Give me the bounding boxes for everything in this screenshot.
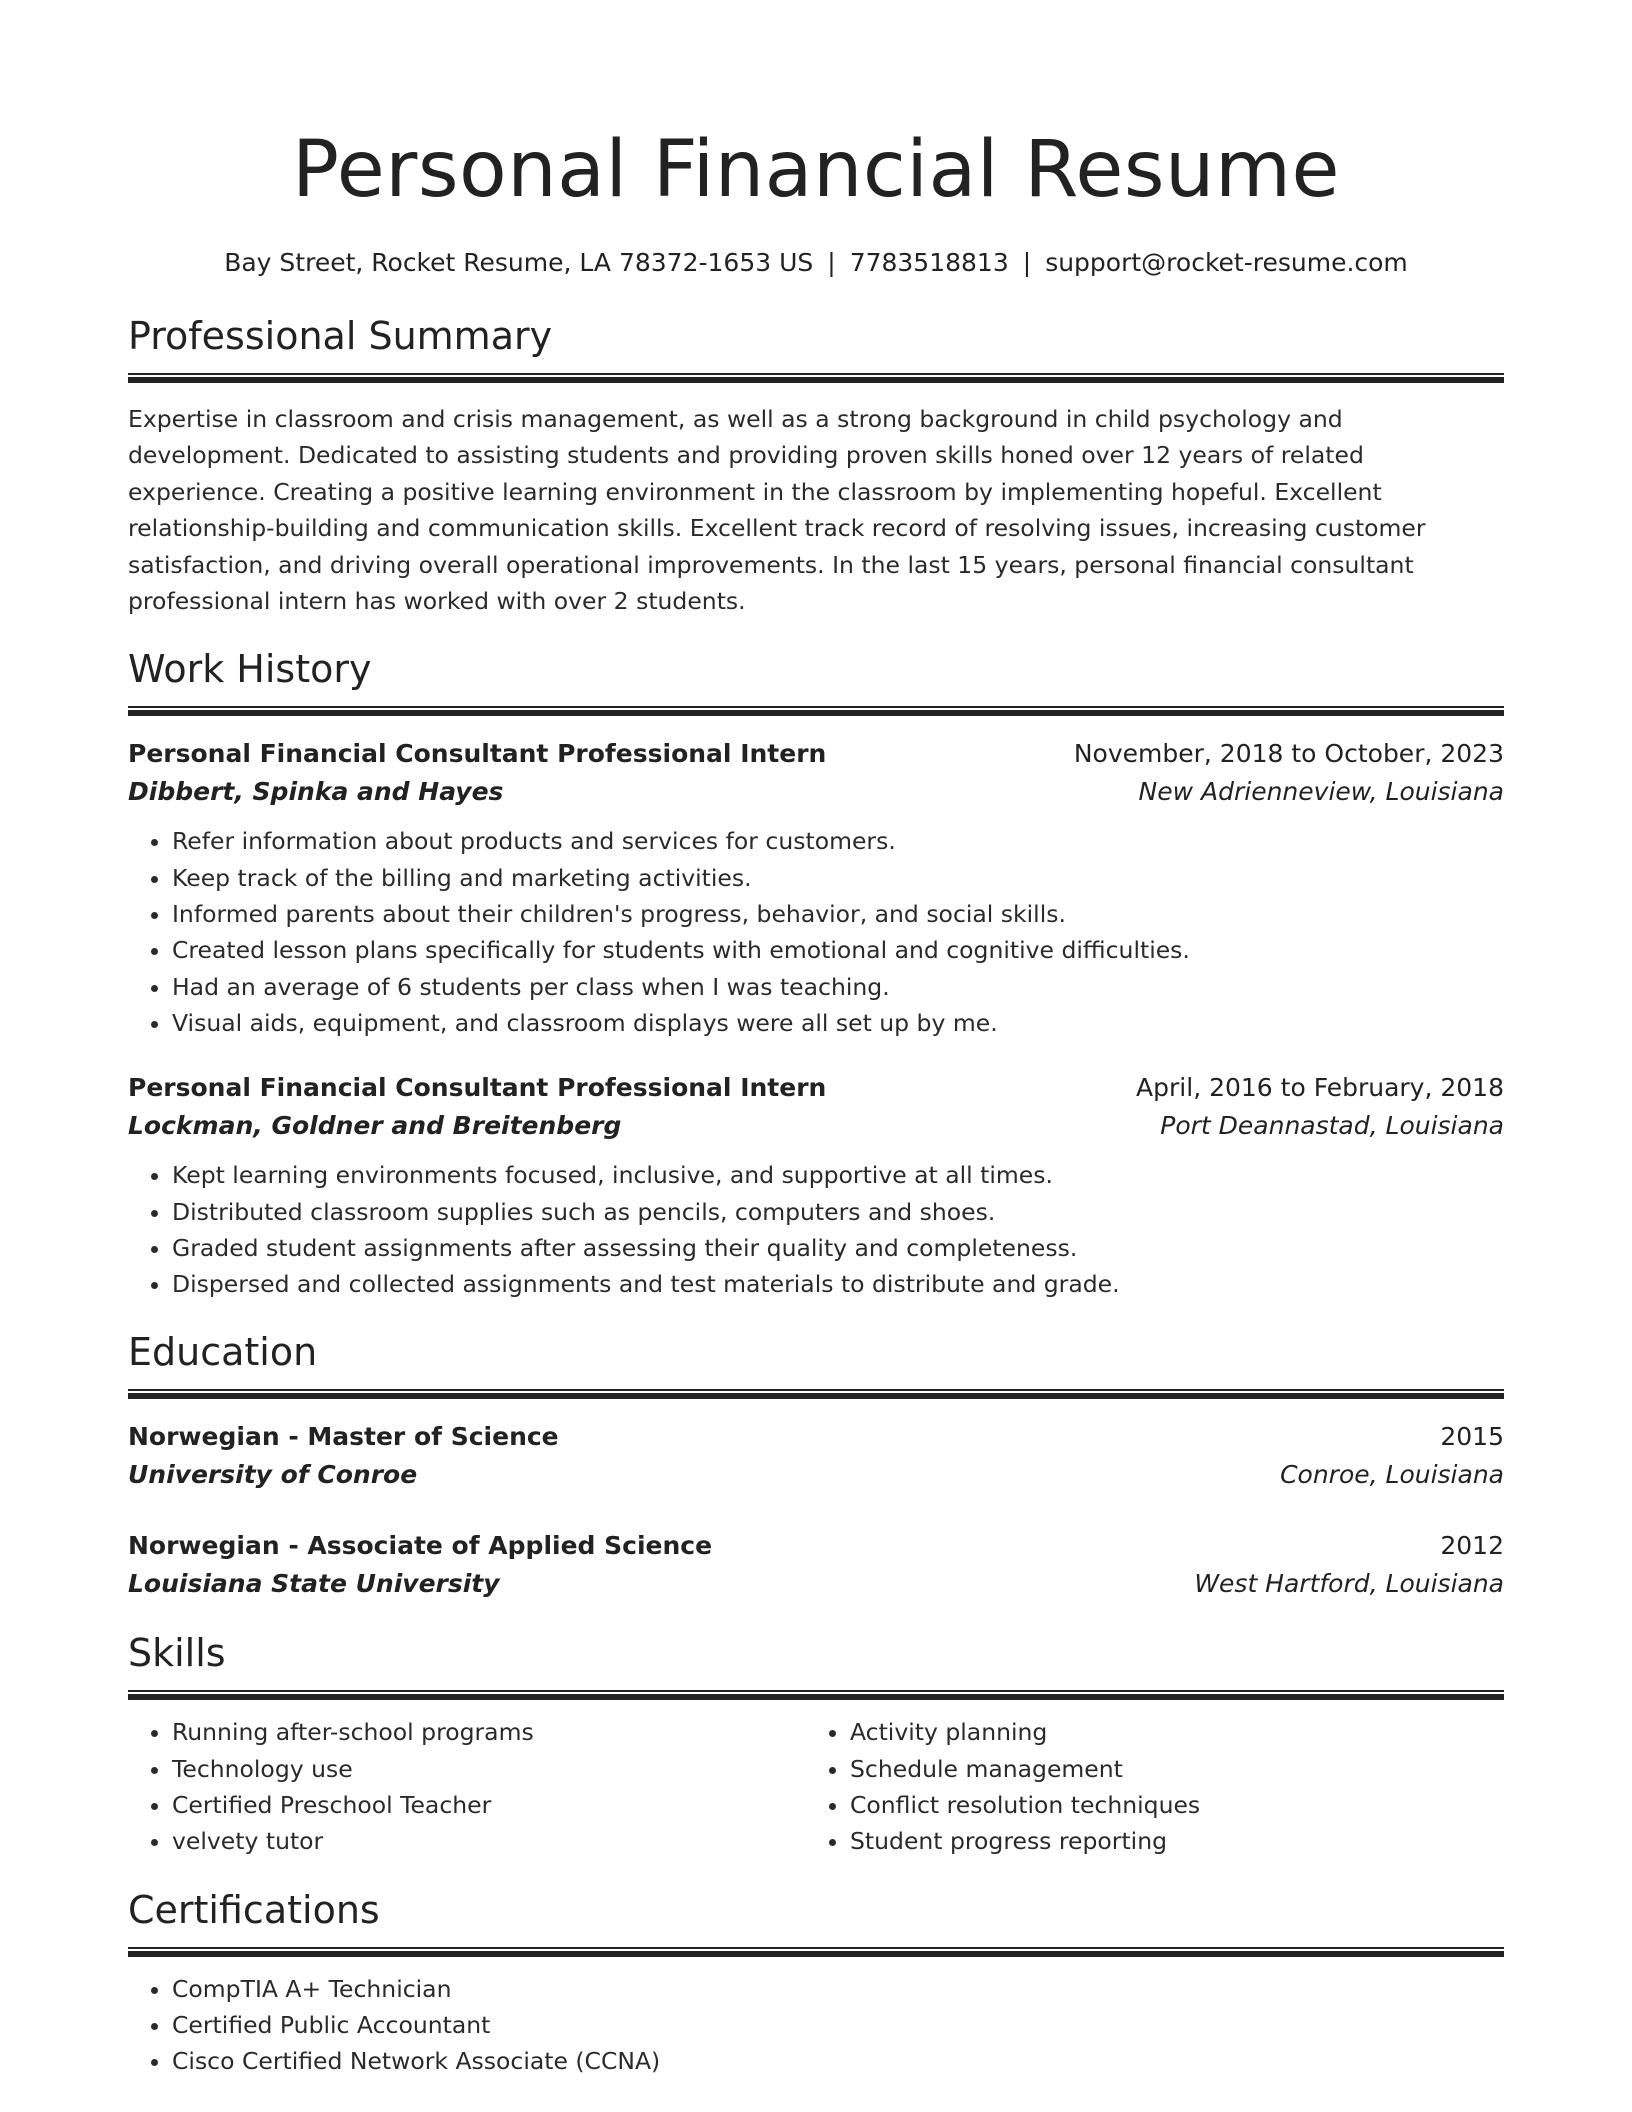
job-bullets [128,823,1504,1041]
section-title-work: Work History [128,647,372,692]
section-divider [128,373,1504,383]
section-title-skills: Skills [128,1631,226,1676]
job-entry [128,735,1504,1041]
contact-address: Bay Street, Rocket Resume, LA 78372-1653 US [224,248,814,277]
list-item: • Graded student assignments after assessing their quality and completeness. [172,1230,1504,1266]
skills-section [128,1628,1504,1859]
contact-separator: | [1022,248,1032,277]
list-item: • Student progress reporting [850,1823,1484,1859]
certifications-list [128,1971,1504,2080]
list-item: • Had an average of 6 students per class when I was teaching. [172,969,1504,1005]
list-item: • Cisco Certified Network Associate (CCNA) [172,2043,1504,2079]
contact-separator: | [827,248,836,277]
education-location: Conroe, Louisiana [1280,1460,1504,1490]
job-title: Personal Financial Consultant Professional Intern [128,1073,827,1103]
section-title-education: Education [128,1330,318,1375]
list-item: • Informed parents about their children's progress, behavior, and social skills. [172,896,1504,932]
education-year: 2012 [1440,1531,1504,1561]
list-item: • Schedule management [850,1751,1484,1787]
list-item: • CompTIA A+ Technician [172,1971,1504,2007]
job-location: Port Deannastad, Louisiana [1160,1111,1504,1141]
list-item: • Kept learning environments focused, inclusive, and supportive at all times. [172,1157,1504,1193]
education-section [128,1327,1504,1603]
contact-phone: 7783518813 [849,248,1009,277]
job-dates: November, 2018 to October, 2023 [1073,739,1504,769]
contact-line [128,246,1504,280]
education-entry [128,1527,1504,1603]
list-item: • Conflict resolution techniques [850,1787,1484,1823]
contact-email: support@rocket-resume.com [1045,248,1408,277]
list-item: • Visual aids, equipment, and classroom displays were all set up by me. [172,1005,1504,1041]
job-dates: April, 2016 to February, 2018 [1136,1073,1504,1103]
list-item: • Activity planning [850,1714,1484,1750]
education-year: 2015 [1440,1422,1504,1452]
list-item: • Running after-school programs [172,1714,806,1750]
job-company: Dibbert, Spinka and Hayes [128,777,504,807]
list-item: • Dispersed and collected assignments and test materials to distribute and grade. [172,1266,1504,1302]
list-item: • Refer information about products and services for customers. [172,823,1504,859]
section-title-summary: Professional Summary [128,314,553,358]
list-item: • Certified Public Accountant [172,2007,1504,2043]
job-title: Personal Financial Consultant Professional Intern [128,739,827,769]
resume-page [128,0,1504,2079]
section-divider [128,1389,1504,1399]
section-divider [128,1690,1504,1700]
list-item: • Created lesson plans specifically for students with emotional and cognitive difficulties. [172,932,1504,968]
job-bullets [128,1157,1504,1302]
summary-section [128,311,1504,619]
education-degree: Norwegian - Associate of Applied Science [128,1531,713,1561]
skills-list-right [806,1714,1484,1859]
list-item: • velvety tutor [172,1823,806,1859]
list-item: • Technology use [172,1751,806,1787]
education-entry [128,1418,1504,1494]
work-section [128,644,1504,1302]
section-divider [128,706,1504,716]
education-school: Louisiana State University [128,1569,500,1599]
resume-name: Personal Financial Resume [292,125,1340,215]
skills-list-left [128,1714,806,1859]
certifications-section [128,1885,1504,2080]
skills-grid [128,1714,1504,1859]
section-divider [128,1947,1504,1957]
education-location: West Hartford, Louisiana [1194,1569,1504,1599]
job-company: Lockman, Goldner and Breitenberg [128,1111,622,1141]
section-title-certifications: Certifications [128,1887,380,1932]
job-entry [128,1069,1504,1302]
list-item: • Keep track of the billing and marketing activities. [172,860,1504,896]
job-location: New Adrienneview, Louisiana [1138,777,1504,807]
summary-text: Expertise in classroom and crisis management, as well as a strong background in child psychology and development. Dedicated to assisting students and providing proven skills honed over 12 years of related experience. Creating a positive learning environment in the classroom by implementing hopeful. Excellent relationship-building and communication skills. Excellent track record of resolving issues, increasing customer satisfaction, and driving overall operational improvements. In the last 15 years, personal financial consultant professional intern has worked with over 2 students. [128,405,1426,616]
list-item: • Distributed classroom supplies such as pencils, computers and shoes. [172,1194,1504,1230]
education-degree: Norwegian - Master of Science [128,1422,559,1452]
list-item: • Certified Preschool Teacher [172,1787,806,1823]
education-school: University of Conroe [128,1460,418,1490]
